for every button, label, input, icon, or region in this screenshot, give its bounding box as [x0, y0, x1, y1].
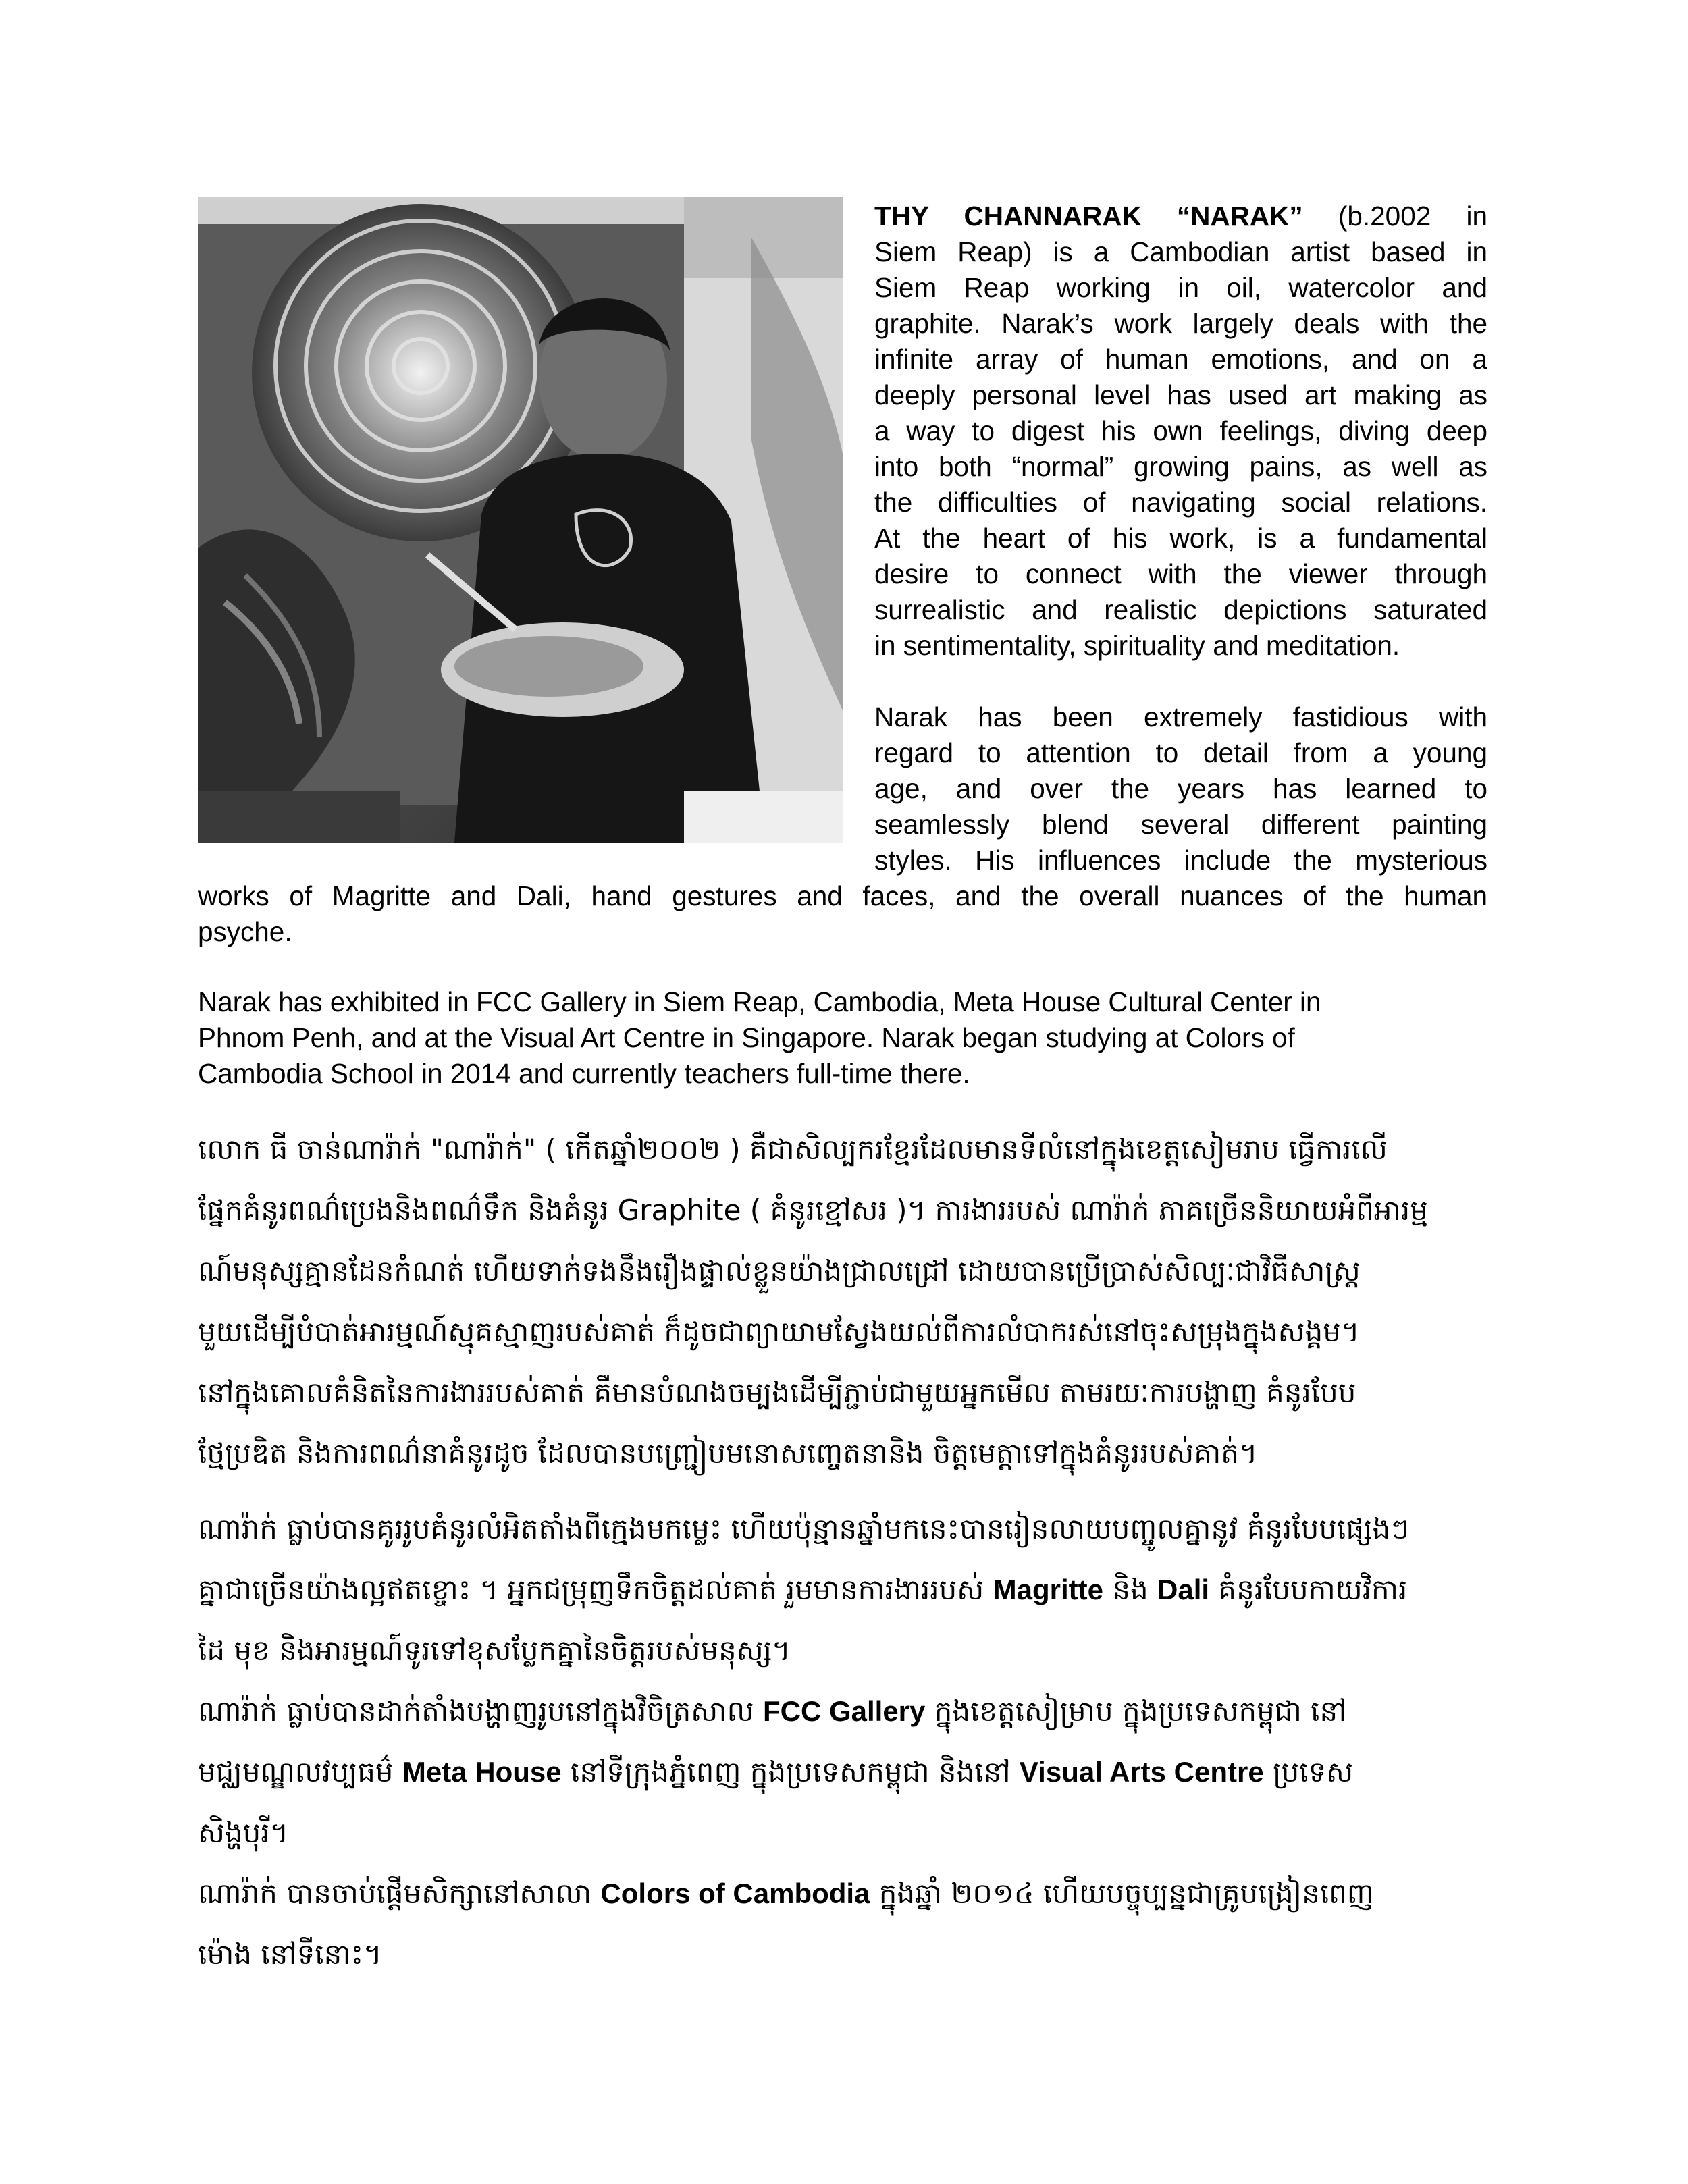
bio-kh-p3-line: ណារ៉ាក់ ធ្លាប់បានដាក់តាំងបង្ហាញរូបនៅក្នុងវិចិត្រសាល FCC Gallery ក្នុងខេត្តសៀម្រាប ក្នុងប្រទេសកម្ពុជា នៅ — [198, 1695, 1347, 1728]
dali-name: Dali — [1157, 1574, 1210, 1605]
bio-kh-p1-line: លោក ធី ចាន់ណារ៉ាក់ "ណារ៉ាក់" ( កើតឆ្នាំ២០០២ ) គឺជាសិល្បករខ្មែរដែលមានទីលំនៅក្នុងខេត្តសៀមរាប ធ្វើការលើ — [198, 1133, 1388, 1166]
bio-en-p2-line: psyche. — [198, 916, 292, 947]
bio-kh-p2-line: ណារ៉ាក់ ធ្លាប់បានគូររូបគំនូរលំអិតតាំងពីក្មេងមកម្លេះ ហើយប៉ុន្មានឆ្នាំមកនេះបានរៀនលាយបញ្ចូលគ្នានូវ គំនូរបែបផ្សេងៗ — [198, 1512, 1409, 1545]
artist-name: THY CHANNARAK “NARAK” — [874, 201, 1303, 232]
bio-en-p3-line: Cambodia School in 2014 and currently teachers full-time there. — [198, 1058, 970, 1089]
bio-kh-p1-line: ផ្នែកគំនូរពណ៌ប្រេងនិងពណ៌ទឹក និងគំនូរ Graphite ( គំនូរខ្មៅសរ )។ ការងាររបស់ ណារ៉ាក់ ភាគច្រើននិយាយអំពីអារម្ម — [198, 1194, 1428, 1227]
bio-en-p1-line: Siem Reap working in oil, watercolor and — [874, 272, 1487, 303]
bio-kh-p1-line: នៅក្នុងគោលគំនិតនៃការងាររបស់គាត់ គឺមានបំណងចម្បងដើម្បីភ្ជាប់ជាមួយអ្នកមើល តាមរយៈការបង្ហាញ គំនូរបែប — [198, 1376, 1356, 1409]
bio-kh-paragraph-4 — [198, 1863, 1487, 1985]
bio-kh-p1-line: ថ្មែប្រឌិត និងការពណ៌នាគំនូរដូច ដែលបានបញ្ជ្រៀបមនោសញ្ចេតនានិង ចិត្តមេត្តាទៅក្នុងគំនូររបស់គាត់។ — [198, 1437, 1258, 1470]
fcc-gallery-name: FCC Gallery — [762, 1695, 926, 1727]
bio-en-p2-line: seamlessly blend several different painting — [874, 809, 1487, 840]
bio-kh-p2-line: គ្នាជាច្រើនយ៉ាងល្អឥតខ្ចោះ ។ អ្នកជម្រុញទឹកចិត្តដល់គាត់ រួមមានការងាររបស់ Magritte និង Dali គំនូរបែបកាយវិការ — [198, 1573, 1408, 1606]
bio-kh-p3-line: សិង្ហបុរី។ — [198, 1816, 289, 1849]
bio-en-p1-line: surrealistic and realistic depictions saturated — [874, 594, 1487, 625]
bio-kh-p3-line: មជ្ឈមណ្ឌលវប្បធម៌ Meta House នៅទីក្រុងភ្នំពេញ ក្នុងប្រទេសកម្ពុជា និងនៅ Visual Arts Centre ប្រទេស — [198, 1755, 1354, 1788]
bio-kh-paragraph-1 — [198, 1119, 1487, 1484]
bio-kh-p4-line: ម៉ោង នៅទីនោះ។ — [198, 1938, 382, 1971]
bio-en-p3-line: Phnom Penh, and at the Visual Art Centre in Singapore. Narak began studying at Colors of — [198, 1022, 1295, 1053]
bio-en-p3-line: Narak has exhibited in FCC Gallery in Siem Reap, Cambodia, Meta House Cultural Center in — [198, 986, 1321, 1017]
bio-en-p2-line: regard to attention to detail from a young — [874, 737, 1487, 768]
bio-en-p2-line: works of Magritte and Dali, hand gestures and faces, and the overall nuances of the human — [198, 880, 1487, 911]
bio-en-p1-line: deeply personal level has used art making as — [874, 379, 1487, 410]
bio-en-p1-line: At the heart of his work, is a fundamental — [874, 523, 1487, 554]
bio-en-p1-line: the difficulties of navigating social relations. — [874, 487, 1487, 518]
bio-en-p1-line: desire to connect with the viewer through — [874, 558, 1487, 589]
bio-kh-p4-line: ណារ៉ាក់ បានចាប់ផ្ដើមសិក្សានៅសាលា Colors of Cambodia ក្នុងឆ្នាំ ២០១៤ ហើយបច្ចុប្បន្នជាគ្រូបង្រៀនពេញ — [198, 1877, 1374, 1910]
bio-kh-p1-line: មួយដើម្បីបំបាត់អារម្មណ៍ស្មុគស្មាញរបស់គាត់ ក៏ដូចជាព្យាយាមស្វែងយល់ពីការលំបាករស់នៅចុះសម្រុងក្នុងសង្គម។ — [198, 1315, 1360, 1348]
bio-kh-paragraph-2 — [198, 1499, 1487, 1681]
meta-house-name: Meta House — [402, 1756, 562, 1788]
bio-en-p2-line: styles. His influences include the mysterious — [874, 845, 1487, 876]
bio-en-paragraph-2 — [874, 699, 1487, 878]
bio-en-p1-line: into both “normal” growing pains, as well as — [874, 451, 1487, 482]
bio-kh-p1-line: ណ៍មនុស្សគ្មានដែនកំណត់ ហើយទាក់ទងនឹងរឿងផ្ទាល់ខ្លួនយ៉ាងជ្រាលជ្រៅ ដោយបានប្រើប្រាស់សិល្បៈជាវិធីសាស្ត្រ — [198, 1254, 1361, 1287]
visual-arts-centre-name: Visual Arts Centre — [1019, 1756, 1264, 1788]
bio-en-p2-line: age, and over the years has learned to — [874, 773, 1487, 804]
bio-en-p2-line: Narak has been extremely fastidious with — [874, 701, 1487, 733]
bio-kh-paragraph-3 — [198, 1681, 1487, 1863]
bio-en-p1-line: Siem Reap) is a Cambodian artist based in — [874, 236, 1487, 267]
bio-en-paragraph-1 — [874, 198, 1487, 664]
artist-photo — [198, 197, 843, 843]
bio-kh-p2-line: ដៃ មុខ និងអារម្មណ៍ទូរទៅខុសប្លែកគ្នានៃចិត្តរបស់មនុស្ស។ — [198, 1634, 791, 1667]
bio-en-paragraph-3 — [198, 984, 1487, 1092]
bio-en-p1-line: in sentimentality, spirituality and meditation. — [874, 630, 1400, 661]
bio-en-p1-line: a way to digest his own feelings, diving deep — [874, 415, 1487, 446]
bio-en-p1-line: THY CHANNARAK “NARAK” (b.2002 in — [874, 201, 1487, 232]
bio-en-p1-line: graphite. Narak’s work largely deals with the — [874, 308, 1487, 339]
magritte-name: Magritte — [993, 1574, 1103, 1605]
bio-en-paragraph-2-continued — [198, 878, 1487, 950]
colors-of-cambodia-name: Colors of Cambodia — [600, 1877, 870, 1909]
bio-en-p1-line: infinite array of human emotions, and on a — [874, 344, 1487, 375]
